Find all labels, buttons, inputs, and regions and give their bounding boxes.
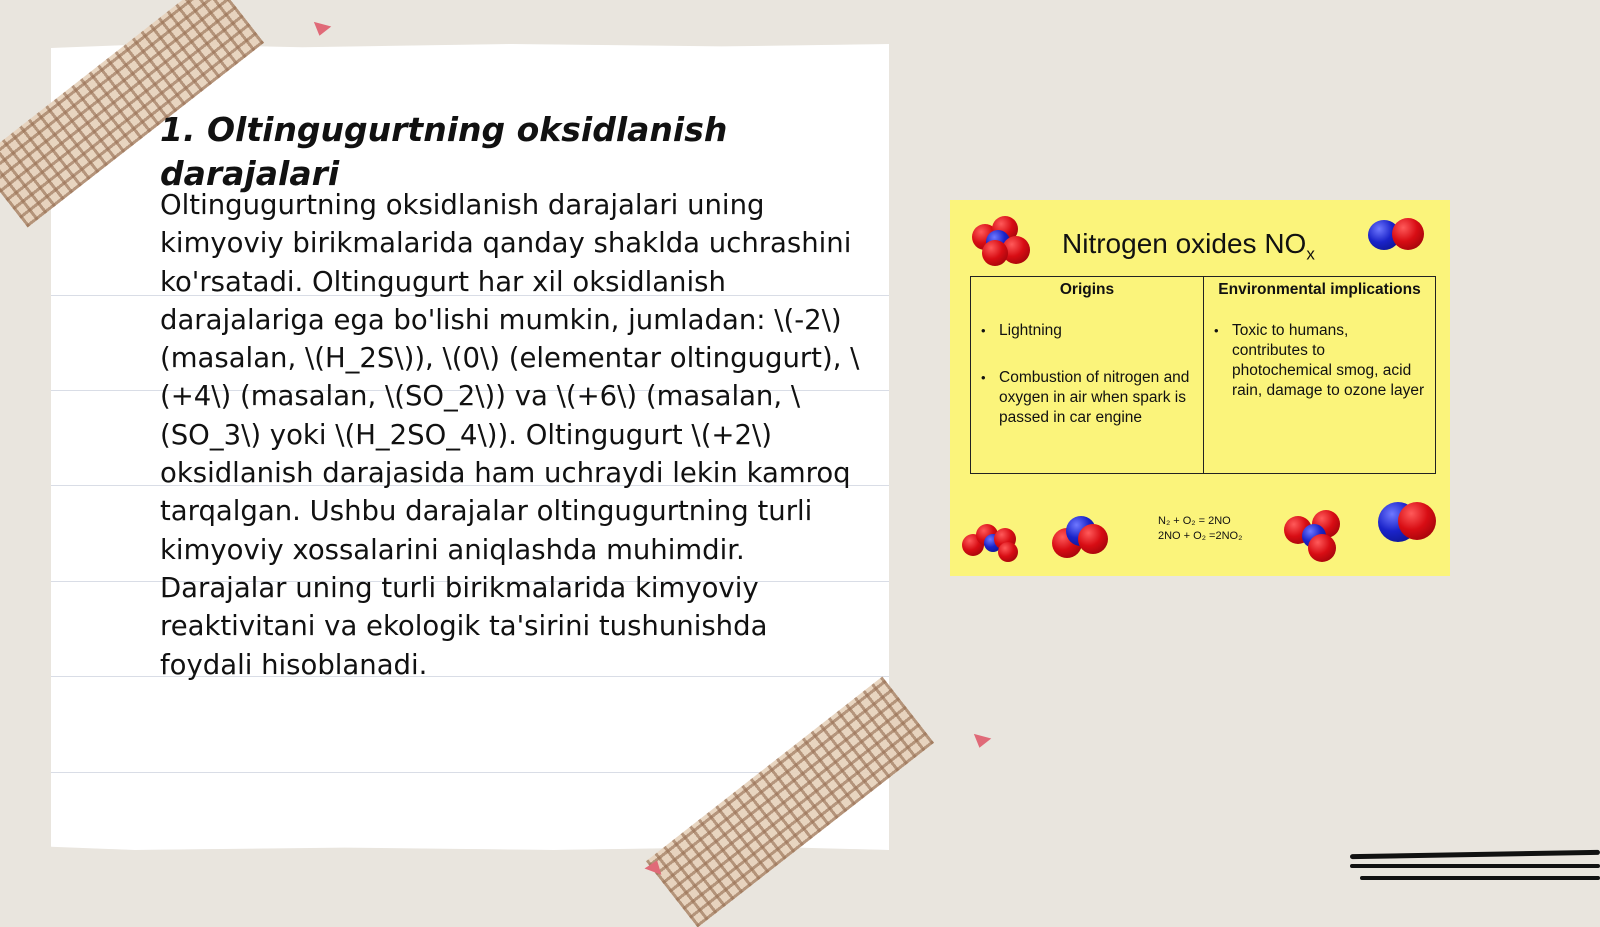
origin-item: • Combustion of nitrogen and oxygen in air when spark is passed in car engine bbox=[979, 368, 1195, 428]
equation-line: N₂ + O₂ = 2NO bbox=[1158, 515, 1231, 527]
implication-item: • Toxic to humans, contributes to photochemical smog, acid rain, damage to ozone layer bbox=[1212, 321, 1427, 401]
origins-header: Origins bbox=[1059, 281, 1115, 298]
equation-line: 2NO + O₂ =2NO₂ bbox=[1158, 530, 1243, 542]
origins-implications-table bbox=[970, 276, 1436, 474]
origin-item: • Lightning bbox=[979, 321, 1195, 341]
molecule-icon bbox=[1378, 502, 1438, 548]
card-title: Nitrogen oxides $NO_x$ bbox=[1062, 228, 1315, 264]
molecule-icon bbox=[1368, 218, 1428, 252]
slide-body-text: Oltingugurtning oksidlanish darajalari uning kimyoviy birikmalarida qanday shaklda uchrashini ko'rsatadi. Oltingugurt har xil oksidlanish darajalariga ega bo'lishi mumkin, jumladan: \(-2\) (masalan, \(H_2S\)), \(0\) (elementar oltingugurt), \(+4\) (masalan, \(SO_2\)) va \(+6\) (masalan, \(SO_3\) yoki \(H_2SO_4\)). Oltingugurt \(+2\) oksidlanish darajasida ham uchraydi lekin kamroq tarqalgan. Ushbu darajalar oltingugurtning turli kimyoviy xossalarini aniqlashda muhimdir. Darajalar uning turli birikmalarida kimyoviy reaktivitani va ekologik ta'sirini tushunishda foydali hisoblanadi. bbox=[160, 189, 860, 681]
molecule-icon bbox=[1052, 516, 1112, 560]
tape-tip bbox=[311, 22, 331, 38]
implications-column bbox=[1204, 277, 1435, 473]
molecule-icon bbox=[972, 216, 1032, 268]
reaction-equations bbox=[1158, 514, 1242, 544]
implications-header: Environmental implications bbox=[1218, 281, 1421, 298]
decorative-brush-line bbox=[1360, 876, 1600, 880]
tape-tip bbox=[971, 734, 991, 750]
molecule-icon bbox=[1284, 510, 1344, 562]
nitrogen-oxides-card bbox=[950, 200, 1450, 576]
origins-column bbox=[971, 277, 1204, 473]
slide-title: 1. Oltingugurtning oksidlanish darajalari bbox=[160, 110, 728, 193]
molecule-icon bbox=[962, 522, 1022, 562]
decorative-brush-line bbox=[1350, 864, 1600, 868]
decorative-brush-line bbox=[1350, 850, 1600, 859]
